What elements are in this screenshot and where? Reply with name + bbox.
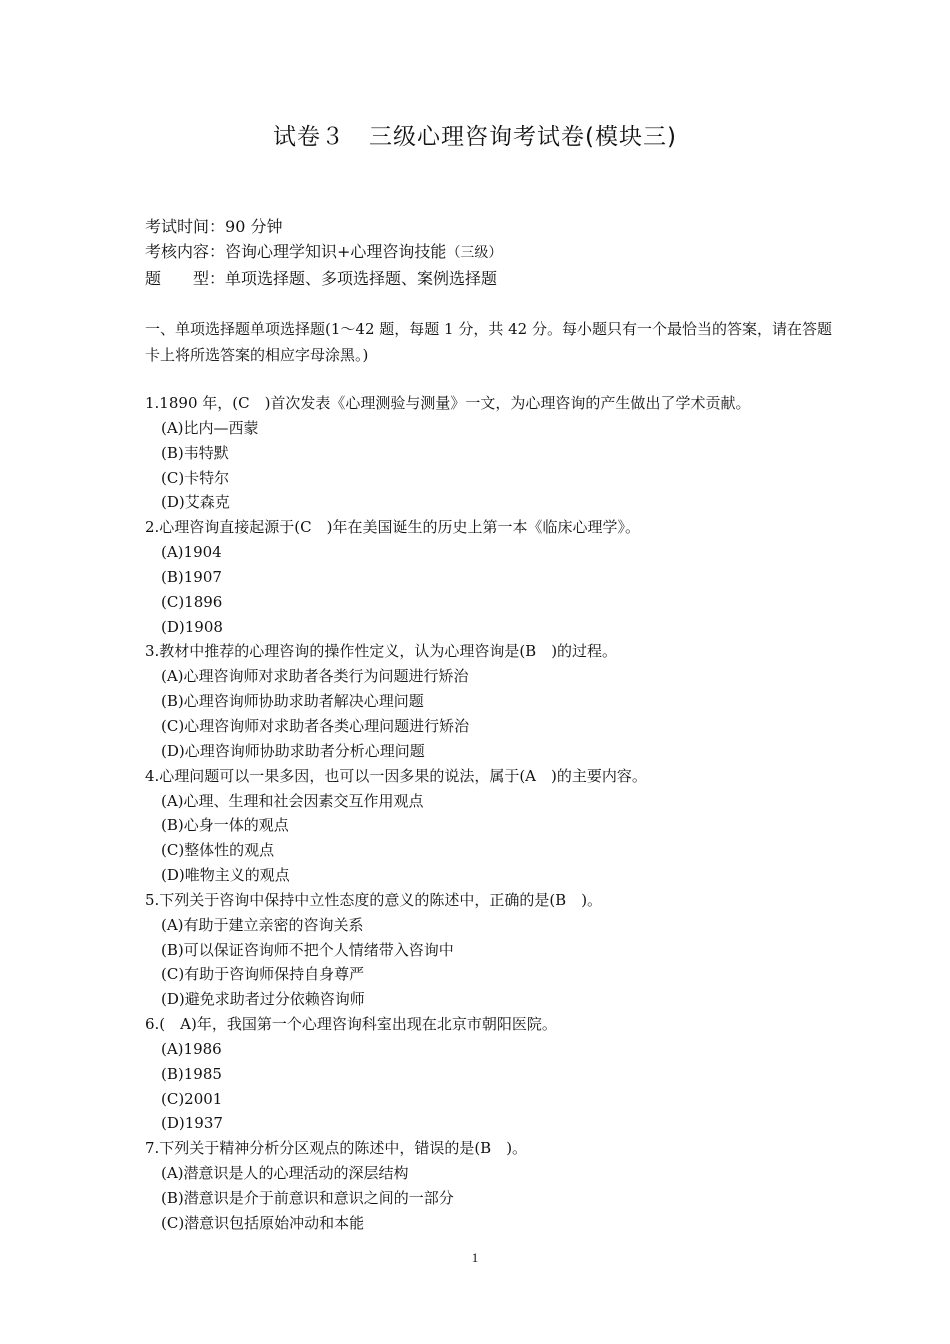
page-number: 1	[471, 1250, 479, 1265]
question-text: 3.教材中推荐的心理咨询的操作性定义，认为心理咨询是(B )的过程。	[145, 642, 618, 661]
answer-option: (D)1937	[161, 1114, 223, 1133]
answer-option: (B)潜意识是介于前意识和意识之间的一部分	[161, 1189, 454, 1207]
exam-time-row	[145, 214, 502, 239]
answer-option: (A)1904	[161, 543, 222, 562]
answer-option: (D)避免求助者过分依赖咨询师	[161, 990, 365, 1009]
question-text: 5.下列关于咨询中保持中立性态度的意义的陈述中，正确的是(B )。	[145, 890, 603, 909]
answer-option: (B)可以保证咨询师不把个人情绪带入咨询中	[161, 940, 454, 959]
answer-option: (C)有助于咨询师保持自身尊严	[161, 965, 365, 984]
exam-type-value: 单项选择题、多项选择题、案例选择题	[225, 269, 498, 288]
answer-option: (A)1986	[161, 1039, 222, 1058]
answer-option: (B)心身一体的观点	[161, 816, 289, 835]
exam-title: 试卷３ 三级心理咨询考试卷(模块三)	[273, 124, 677, 150]
exam-content-row	[145, 239, 502, 266]
exam-time-value: 90 分钟	[225, 217, 283, 236]
exam-type-row	[145, 266, 502, 291]
answer-option: (A)心理咨询师对求助者各类行为问题进行矫治	[161, 667, 469, 686]
question-list	[145, 391, 835, 1236]
answer-option: (A)潜意识是人的心理活动的深层结构	[161, 1164, 409, 1183]
answer-option: (B)心理咨询师协助求助者解决心理问题	[161, 692, 424, 711]
answer-option: (A)有助于建立亲密的咨询关系	[161, 915, 364, 934]
question-text: 2.心理咨询直接起源于(C )年在美国诞生的历史上第一本《临床心理学》。	[145, 518, 640, 537]
answer-option: (C)1896	[161, 592, 223, 611]
exam-content-value: 咨询心理学知识+心理咨询技能	[225, 242, 447, 261]
exam-type-label: 题 型：	[145, 269, 226, 288]
question-text: 1.1890 年，(C )首次发表《心理测验与测量》一文，为心理咨询的产生做出了学术贡献。	[145, 394, 751, 412]
answer-option: (A)心理、生理和社会因素交互作用观点	[161, 791, 424, 810]
exam-content-level: （三级）	[446, 245, 503, 261]
answer-option: (C)2001	[161, 1089, 223, 1108]
answer-option: (D)唯物主义的观点	[161, 866, 290, 885]
answer-option: (C)潜意识包括原始冲动和本能	[161, 1213, 365, 1232]
answer-option: (D)艾森克	[161, 493, 230, 512]
answer-option: (A)比内—西蒙	[161, 418, 259, 437]
answer-option: (D)1908	[161, 617, 223, 636]
answer-option: (C)心理咨询师对求助者各类心理问题进行矫治	[161, 716, 470, 735]
question-text: 6.( A)年，我国第一个心理咨询科室出现在北京市朝阳医院。	[145, 1015, 557, 1034]
exam-meta	[145, 214, 502, 291]
exam-time-label: 考试时间：	[145, 217, 226, 236]
question-text: 7.下列关于精神分析分区观点的陈述中，错误的是(B )。	[145, 1139, 528, 1158]
answer-option: (C)整体性的观点	[161, 841, 275, 860]
answer-option: (B)1985	[161, 1064, 222, 1083]
answer-option: (C)卡特尔	[161, 468, 230, 487]
exam-content-label: 考核内容：	[145, 242, 226, 261]
answer-option: (B)韦特默	[161, 443, 229, 462]
section-heading: 一、单项选择题单项选择题(1～42 题，每题 1 分，共 42 分。每小题只有一个最恰当的答案，请在答题卡上将所选答案的相应字母涂黑。)	[145, 320, 832, 364]
question-text: 4.心理问题可以一果多因，也可以一因多果的说法，属于(A )的主要内容。	[145, 766, 647, 785]
answer-option: (D)心理咨询师协助求助者分析心理问题	[161, 741, 425, 760]
answer-option: (B)1907	[161, 567, 222, 586]
